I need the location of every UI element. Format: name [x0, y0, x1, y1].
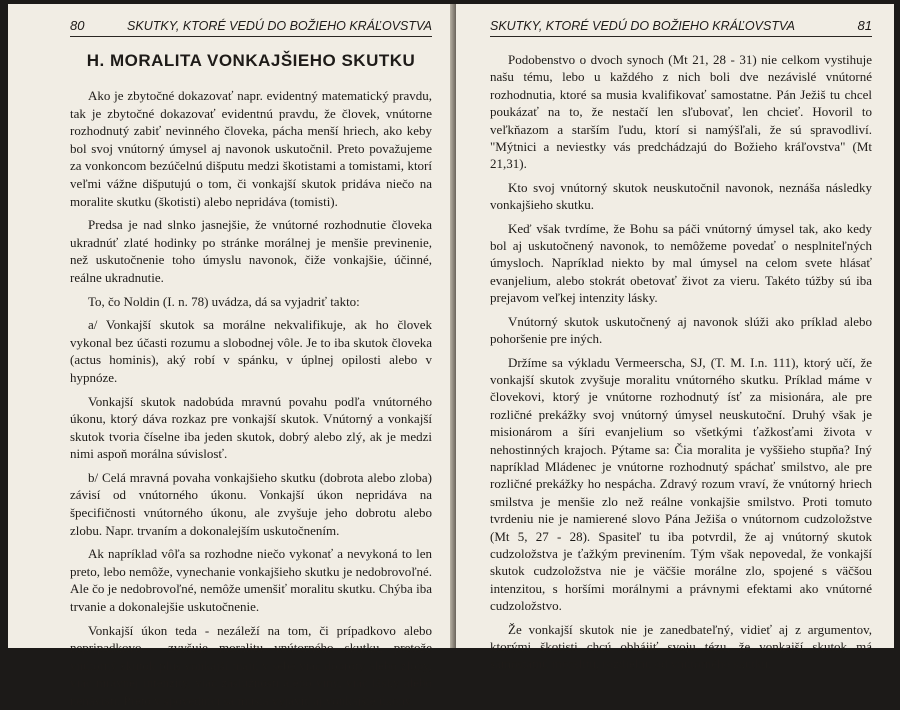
paragraph: Keď však tvrdíme, že Bohu sa páči vnútorný úmysel tak, ako kedy bol aj uskutočnený navonok, to nemôžeme povedať o nesplniteľných úmysloch. Napríklad niekto by mal úmysel na celom svete hlásať evanjelium, alebo stokrát obetovať život za vieru. Takéto túžby sú iba prejavom veľkej intenzity lásky. [490, 220, 872, 306]
paragraph: Vonkajší skutok nadobúda mravnú povahu podľa vnútorného úkonu, ktorý dáva rozkaz pre vonkajší skutok. Vnútorný a vonkajší skutok tvoria číselne iba jeden skutok, dobrý alebo zlý, ak je medzi nimi aspoň morálna súvislosť. [70, 393, 432, 462]
right-running-head: SKUTKY, KTORÉ VEDÚ DO BOŽIEHO KRÁĽOVSTVA [490, 19, 795, 33]
right-page [456, 4, 894, 672]
left-page-header [70, 18, 432, 37]
paragraph: b/ Celá mravná povaha vonkajšieho skutku (dobrota alebo zloba) závisí od vnútorného úkonu. Vonkajší úkon nepridáva na špecifičnosti vnútorného úkonu, ale zvyšuje jeho dobrotu alebo zlobu. Napr. trvaním a dokonalejším uskutočnením. [70, 469, 432, 538]
paragraph: Vnútorný skutok uskutočnený aj navonok slúži ako príklad alebo pohoršenie pre iných. [490, 313, 872, 347]
right-page-number: 81 [857, 18, 872, 33]
paragraph: Vonkajší úkon teda - nezáleží na tom, či prípadkovo alebo nepripadkovo - zvyšuje moralitu vnútorného skutku, pretože vnútorný skutok plus vonkajší majú v sebe viac dobroty alebo zloby, viac mravnej intenzity, viac záslužnosti alebo viny, viac lásky alebo nenávisti. Preto v spovednici sa musia vyjaviť aj vonkajšie úkony. [70, 622, 432, 708]
paragraph: a/ Vonkajší skutok sa morálne nekvalifikuje, ak ho človek vykonal bez účasti rozumu a slobodnej vôle. Je to iba skutok človeka (actus hominis), aký robí v spánku, v úplnej opilosti alebo v hypnóze. [70, 317, 432, 385]
left-page-number: 80 [70, 18, 85, 33]
paragraph: Predsa je nad slnko jasnejšie, že vnútorné rozhodnutie človeka ukradnúť zlaté hodinky po stránke morálnej je menšie previnenie, než uskutočnenie toho úmyslu navonok, čiže vonkajšie, účinné, reálne ukradnutie. [70, 217, 432, 285]
section-title: H. MORALITA VONKAJŠIEHO SKUTKU [86, 51, 416, 70]
paragraph: Ak napríklad vôľa sa rozhodne niečo vykonať a nevykoná to len preto, lebo nemôže, vynechanie vonkajšieho skutku je nedobrovoľné. Ale čo je nedobrovoľné, nemôže umenšiť moralitu skutku. Chýba iba trvanie a dokonalejšie uskutočnenie. [70, 546, 432, 615]
paragraph: Že vonkajší skutok nie je zanedbateľný, vidieť aj z argumentov, ktorými škotisti chcú obhájiť svoju tézu, že vonkajší skutok má samostatnú moralitu, rozdielnu od vnútorného skutku. [490, 621, 872, 672]
paragraph: Držíme sa výkladu Vermeerscha, SJ, (T. M. I.n. 111), ktorý učí, že vonkajší skutok zvyšuje moralitu vnútorného skutku. Príklad máme v človekovi, ktorý je vnútorne rozhodnutý ísť za misionára, ale pre rozličné prekážky svoj vnútorný úmysel neuskutoční. Druhý však je misionárom a šíri evanjelium so všetkými ťažkosťami života v nehostinných krajoch. Pýtame sa: Čia moralita je vyššieho stupňa? Iný napríklad Mládenec je vnútorne rozhodnutý spáchať smilstvo, ale pre rozličné prekážky ho nespácha. Zdravý rozum vraví, že vnútorný hriech smilstva je menšie zlo než reálne vonkajšie smilstvo. Proti tomuto tvrdeniu nie je namierené slovo Pána Ježiša o vnútornom cudzoložstve (Mt 5, 27 - 28). Spasiteľ tu iba potvrdil, že aj vnútorný skutok cudzoložstva je ťažkým previnením. Tým však nepovedal, že vonkajší skutok cudzoložstva nie je väčšie morálne zlo, spojené s väčšou intenzitou, s horšími morálnymi a právnymi efektami ako vnútorné cudzoložstvo. [490, 354, 872, 614]
paragraph: Podobenstvo o dvoch synoch (Mt 21, 28 - 31) nie celkom vystihuje našu tému, lebo u každého z nich boli dve nezávislé vnútorné rozhodnutia, ktoré sa musia kvalifikovať samostatne. Pán Ježiš tu chcel poukázať na to, že nestačí len sľubovať, len chcieť. Hovoril to veľkňazom a starším ľudu, ktorí si namýšľali, že sú spravodliví. "Mýtnici a neviestky vás predchádzajú do Božieho kráľovstva" (Mt 21,31). [490, 52, 872, 172]
left-running-head: SKUTKY, KTORÉ VEDÚ DO BOŽIEHO KRÁĽOVSTVA [127, 19, 432, 33]
paragraph: Ako je zbytočné dokazovať napr. evidentný matematický pravdu, tak je zbytočné dokazovať evidentnú pravdu, že človek, vnútorne rozhodnutý zabiť nevinného človeka, pácha menší hriech, ako keby bol svoj vnútorný úmysel aj navonok uskutočnil. Preto považujeme za vonkoncom bezúčelnú dišputu medzi škotistami a tomistami, ktorí veľmi vážne dišputujú o tom, či vonkajší skutok pridáva niečo na moralite skutku (škotisti) alebo nepridáva (tomisti). [70, 88, 432, 209]
paragraph: Kto svoj vnútorný skutok neuskutočnil navonok, neznáša následky vonkajšieho skutku. [490, 179, 872, 213]
paragraph: To, čo Noldin (I. n. 78) uvádza, dá sa vyjadriť takto: [88, 293, 360, 309]
left-page [8, 4, 454, 708]
right-page-header [490, 18, 872, 37]
